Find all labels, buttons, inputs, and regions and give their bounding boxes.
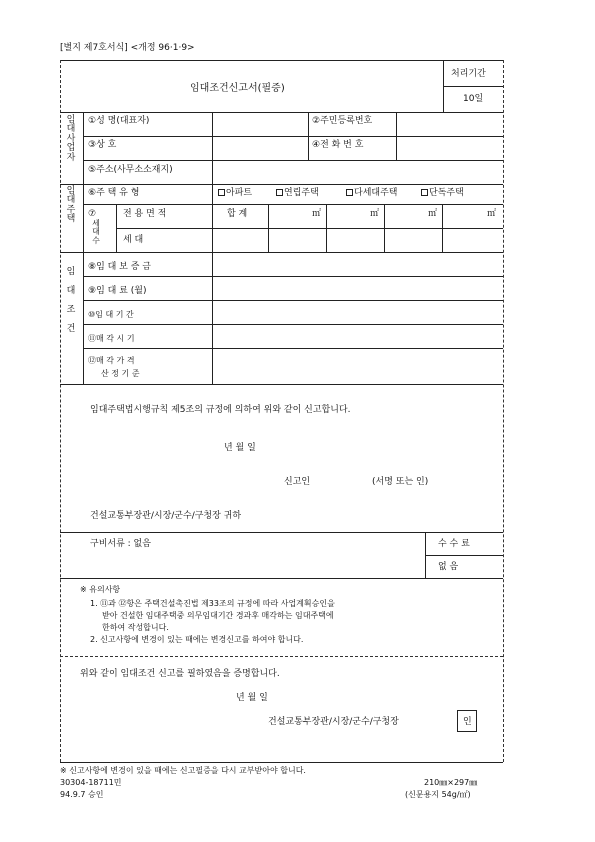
reporter-label: 신고인 (284, 477, 311, 487)
phone-field[interactable] (397, 137, 502, 159)
form-code: 30304-18711민 (60, 778, 122, 787)
form-id: [별지 제7호서식] <개정 96·1·9> (60, 43, 195, 53)
declaration-text: 임대주택법시행규칙 제5조의 규정에 의하여 위와 같이 신고합니다. (90, 405, 351, 415)
section-conditions-label: 임 대 조 건 (66, 267, 76, 334)
checkbox-icon (276, 189, 283, 196)
label-name: ①성 명(대표자) (88, 116, 150, 126)
type-apartment[interactable]: 아파트 (218, 189, 252, 198)
fee-label: 수 수 료 (438, 539, 470, 549)
seal-label: 인 (463, 717, 472, 727)
seal-box[interactable] (457, 710, 477, 732)
form-title: 임대조건신고서(필증) (190, 83, 285, 94)
note-item-2: 2. 신고사항에 변경이 있는 때에는 변경신고를 하여야 합니다. (90, 635, 304, 644)
processing-label: 처리기간 (451, 69, 486, 79)
type-detached[interactable]: 단독주택 (421, 189, 464, 198)
type-row-house[interactable]: 연립주택 (276, 189, 319, 198)
approval-date: 94.9.7 승인 (60, 790, 104, 799)
label-households: 세 대 (123, 235, 144, 245)
note-item-1: 1. ⑪과 ⑫항은 주택건설촉진법 제33조의 규정에 따라 사업계획승인을 (90, 599, 335, 608)
deposit-field[interactable] (213, 253, 502, 275)
report-date: 년 월 일 (224, 443, 256, 453)
checkbox-icon (218, 189, 225, 196)
label-count-number: ⑦ (88, 209, 97, 219)
section-housing-label: 임 대 주 택 (66, 186, 76, 225)
address-field[interactable] (213, 161, 502, 183)
sale-price-field[interactable] (213, 349, 502, 383)
label-company: ③상 호 (88, 140, 117, 150)
label-housing-type: ⑥주 택 유 형 (88, 188, 140, 198)
note-item-1-cont: 한하여 작성합니다. (102, 623, 169, 632)
name-field[interactable] (213, 113, 307, 135)
label-period: ⑩임 대 기 간 (88, 310, 134, 319)
notes-header: ※ 유의사항 (80, 585, 121, 594)
rent-field[interactable] (213, 277, 502, 299)
period-field[interactable] (213, 301, 502, 323)
processing-value: 10일 (463, 94, 484, 104)
label-sale-price: ⑫매 각 가 격 (88, 356, 135, 365)
unit-sqm: ㎡ (370, 209, 380, 219)
attachments-label: 구비서류 : 없음 (90, 539, 151, 549)
certificate-statement: 위와 같이 임대조건 신고를 필하였음을 증명합니다. (80, 669, 280, 679)
checkbox-icon (421, 189, 428, 196)
label-address: ⑤주소(사무소소재지) (88, 165, 173, 175)
resident-no-field[interactable] (397, 113, 502, 135)
sale-time-field[interactable] (213, 325, 502, 347)
label-rent: ⑨임 대 료 (월) (88, 286, 147, 296)
label-exclusive-area: 전 용 면 적 (123, 209, 167, 219)
label-price-basis: 산 정 기 준 (101, 369, 140, 378)
unit-sqm: ㎡ (312, 209, 322, 219)
paper-spec: (신문용지 54g/㎡) (405, 790, 471, 799)
signature-note: (서명 또는 인) (372, 477, 429, 487)
section-lessor-label: 임 대 사 업 자 (66, 115, 76, 163)
label-phone: ④전 화 번 호 (312, 140, 364, 150)
footer-note: ※ 신고사항에 변경이 있을 때에는 신고필증을 다시 교부받아야 합니다. (60, 766, 306, 775)
certificate-issuer: 건설교통부장관/시장/군수/구청장 (268, 717, 399, 727)
label-resident-no: ②주민등록번호 (312, 116, 373, 126)
paper-size: 210㎜×297㎜ (424, 778, 478, 787)
label-total: 합 계 (227, 209, 248, 219)
note-item-1-cont: 받아 건설한 임대주택중 의무임대기간 경과후 매각하는 임대주택에 (102, 611, 334, 620)
label-deposit: ⑧임 대 보 증 금 (88, 262, 151, 272)
unit-sqm: ㎡ (428, 209, 438, 219)
label-household-count: 세 대 수 (92, 219, 100, 245)
label-sale-time: ⑪매 각 시 기 (88, 334, 135, 343)
type-multi-household[interactable]: 다세대주택 (346, 189, 397, 198)
checkbox-icon (346, 189, 353, 196)
unit-sqm: ㎡ (487, 209, 497, 219)
company-field[interactable] (213, 137, 307, 159)
addressee: 건설교통부장관/시장/군수/구청장 귀하 (90, 511, 242, 521)
fee-value: 없 음 (438, 562, 459, 572)
certificate-date: 년 월 일 (236, 693, 268, 703)
